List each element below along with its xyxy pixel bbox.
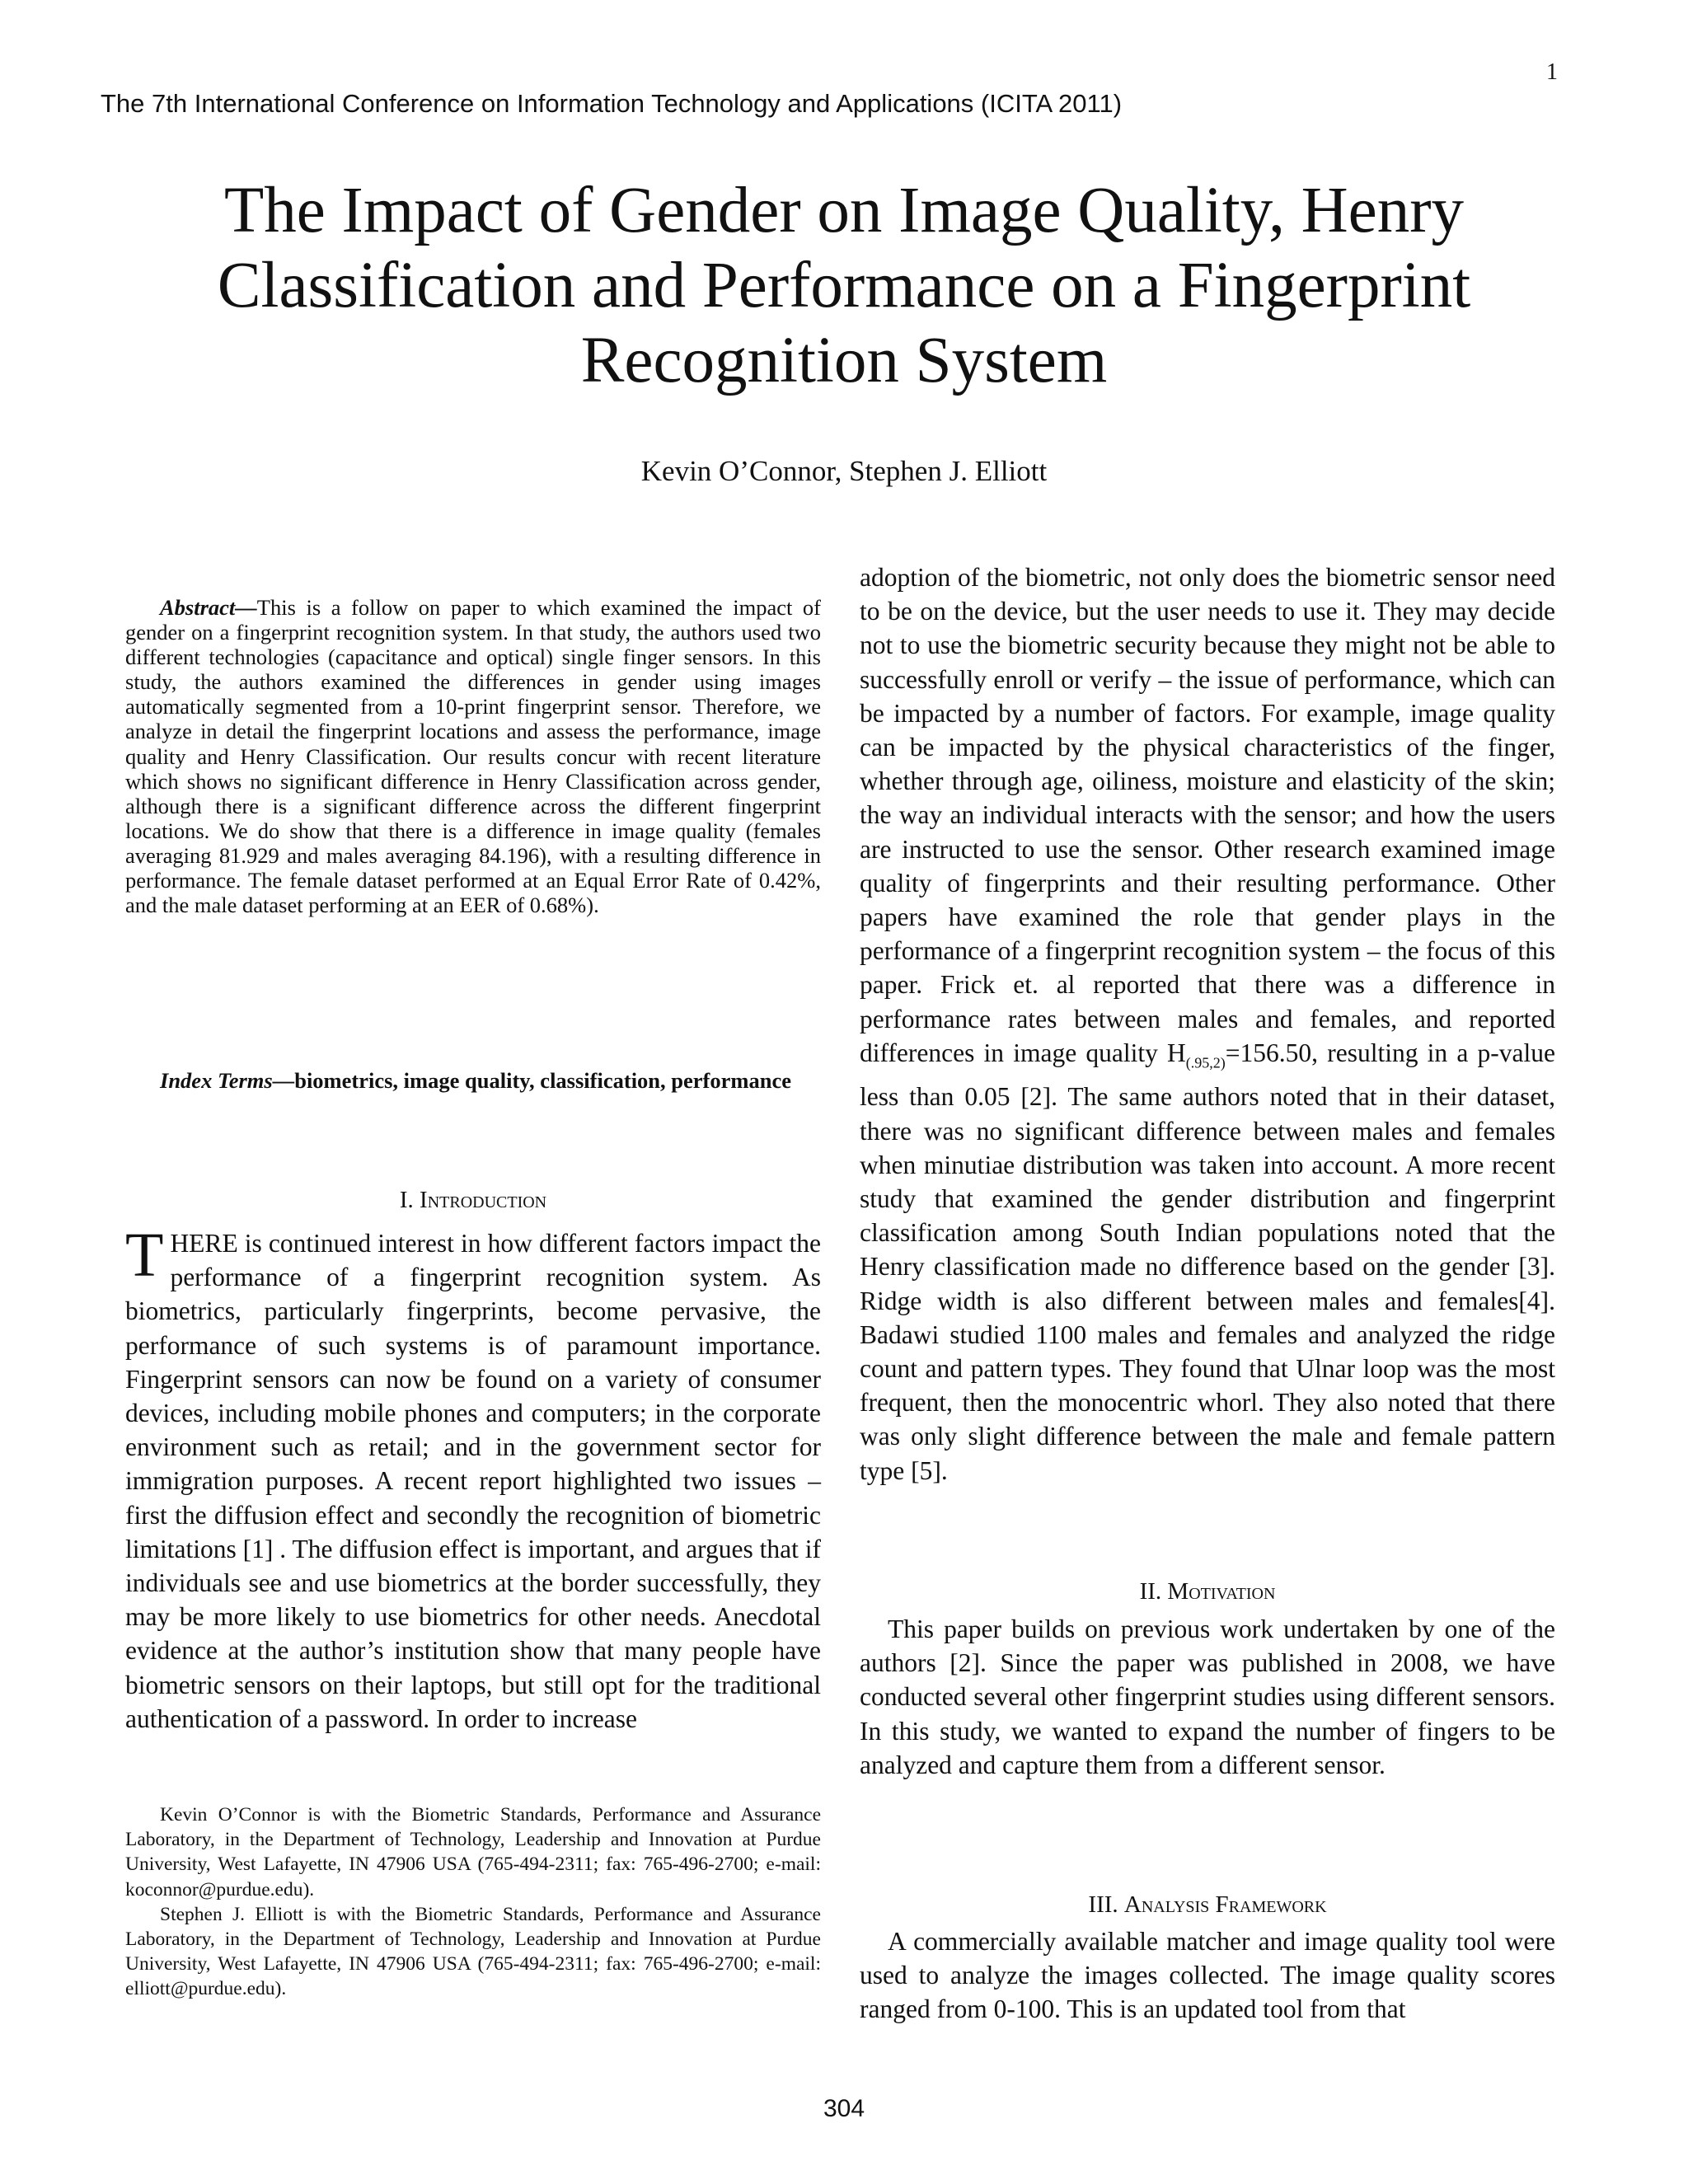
analysis-paragraph: A commercially available matcher and image quality tool were used to analyze the images collected. The image quality scores ranged from 0-100. This is an updated tool from that [860,1927,1555,2024]
title-line-3: Recognition System [580,325,1108,396]
author-list: Kevin O’Connor, Stephen J. Elliott [640,455,1048,487]
paper-title [124,173,1564,398]
motivation-paragraph: This paper builds on previous work undertaken by one of the authors [2]. Since the paper was published in 2008, we have conducted several other fingerprint studies using different sensors. In this study, we wanted to expand the number of fingers to be analyzed and capture them from a different sensor. [860,1615,1555,1779]
section-numeral: II. [1139,1578,1162,1605]
footer-page-number: 304 [823,2095,865,2122]
section-title: Introduction [420,1187,547,1213]
index-terms-label: Index Terms— [160,1068,295,1093]
title-line-1: The Impact of Gender on Image Quality, Henry [223,175,1465,246]
title-line-2: Classification and Performance on a Fingerprint [217,250,1471,321]
section-numeral: I. [399,1187,414,1213]
index-terms-text: biometrics, image quality, classification, performance [294,1068,791,1093]
drop-cap: T [125,1221,164,1290]
section-heading-motivation [860,1578,1555,1605]
introduction-text: HERE is continued interest in how different factors impact the performance of a fingerprint recognition system. As biometrics, particularly fingerprints, become pervasive, the performance of such systems is of paramount importance. Fingerprint sensors can now be found on a variety of consumer devices, including mobile phones and computers; in the corporate environment such as retail; and in the government sector for immigration purposes. A recent report highlighted two issues – first the diffusion effect and secondly the recognition of biometric limitations [1] . The diffusion effect is important, and argues that if individuals see and use biometrics at the border successfully, they may be more likely to use biometrics for other needs. Anecdotal evidence at the author’s institution show that many people have biometric sensors on their laptops, but still opt for the traditional authentication of a password. In order to increase [125,1229,821,1733]
index-terms [125,1068,821,1094]
section-title: Motivation [1167,1578,1276,1605]
footnote: Kevin O’Connor is with the Biometric Standards, Performance and Assurance Laboratory, in the Department of Technology, Leadership and Innovation at Purdue University, West Lafayette, IN 47906 USA (765-494-2311; fax: 765-496-2700; e-mail: koconnor@purdue.edu). [125,1804,821,1900]
paragraph-text: adoption of the biometric, not only does the biometric sensor need to be on the device, but the user needs to use it. They may decide not to use the biometric security because they might not be able to successfully enroll or verify – the issue of performance, which can be impacted by a number of factors. For example, image quality can be impacted by the physical characteristics of the finger, whether through age, oiliness, moisture and elasticity of the skin; the way an individual interacts with the sensor; and how the users are instructed to use the sensor. Other research examined image quality of fingerprints and their resulting performance. Other papers have examined the role that gender plays in the performance of a fingerprint recognition system – the focus of this paper. Frick et. al reported that there was a difference in performance rates between males and females, and reported differences in image quality H [860,563,1555,1067]
subscript-text: (.95,2) [1185,1054,1226,1071]
section-heading-analysis-framework [860,1891,1555,1919]
abstract [125,595,821,917]
introduction-continued [860,560,1555,1488]
author-footnotes [125,1802,821,2002]
paragraph-text: =156.50, resulting in a p-value less than 0.05 [2]. The same authors noted that in their dataset, there was no significant difference between males and females when minutiae distribution was taken into account. A more recent study that examined the gender distribution and fingerprint classification among South Indian populations noted that the Henry classification made no difference based on the gender [3]. Ridge width is also different between males and females[4]. Badawi studied 1100 males and females and analyzed the ridge count and pattern types. They found that Ulnar loop was the most frequent, then the monocentric whorl. They also noted that there was only slight difference between the male and female pattern type [5]. [860,1038,1555,1485]
introduction-paragraph [125,1221,821,1736]
section-title: Analysis Framework [1123,1891,1327,1918]
abstract-text: This is a follow on paper to which examined the impact of gender on a fingerprint recognition system. In that study, the authors used two different technologies (capacitance and optical) single finger sensors. In this study, the authors examined the differences in gender using images automatically segmented from a 10-print fingerprint sensor. Therefore, we analyze in detail the fingerprint locations and assess the performance, image quality and Henry Classification. Our results concur with recent literature which shows no significant difference in Henry Classification across gender, although there is a significant difference across the different fingerprint locations. We do show that there is a difference in image quality (females averaging 81.929 and males averaging 84.196), with a resulting difference in performance. The female dataset performed at an Equal Error Rate of 0.42%, and the male dataset performing at an EER of 0.68%). [125,595,821,918]
footnote: Stephen J. Elliott is with the Biometric Standards, Performance and Assurance Laboratory, in the Department of Technology, Leadership and Innovation at Purdue University, West Lafayette, IN 47906 USA (765-494-2311; fax: 765-496-2700; e-mail: elliott@purdue.edu). [125,1903,821,2000]
section-numeral: III. [1088,1891,1118,1918]
conference-header: The 7th International Conference on Information Technology and Applications (ICITA 2011) [101,89,1123,118]
abstract-label: Abstract— [160,595,257,620]
page-number: 1 [1546,59,1558,85]
section-heading-introduction [125,1187,821,1214]
